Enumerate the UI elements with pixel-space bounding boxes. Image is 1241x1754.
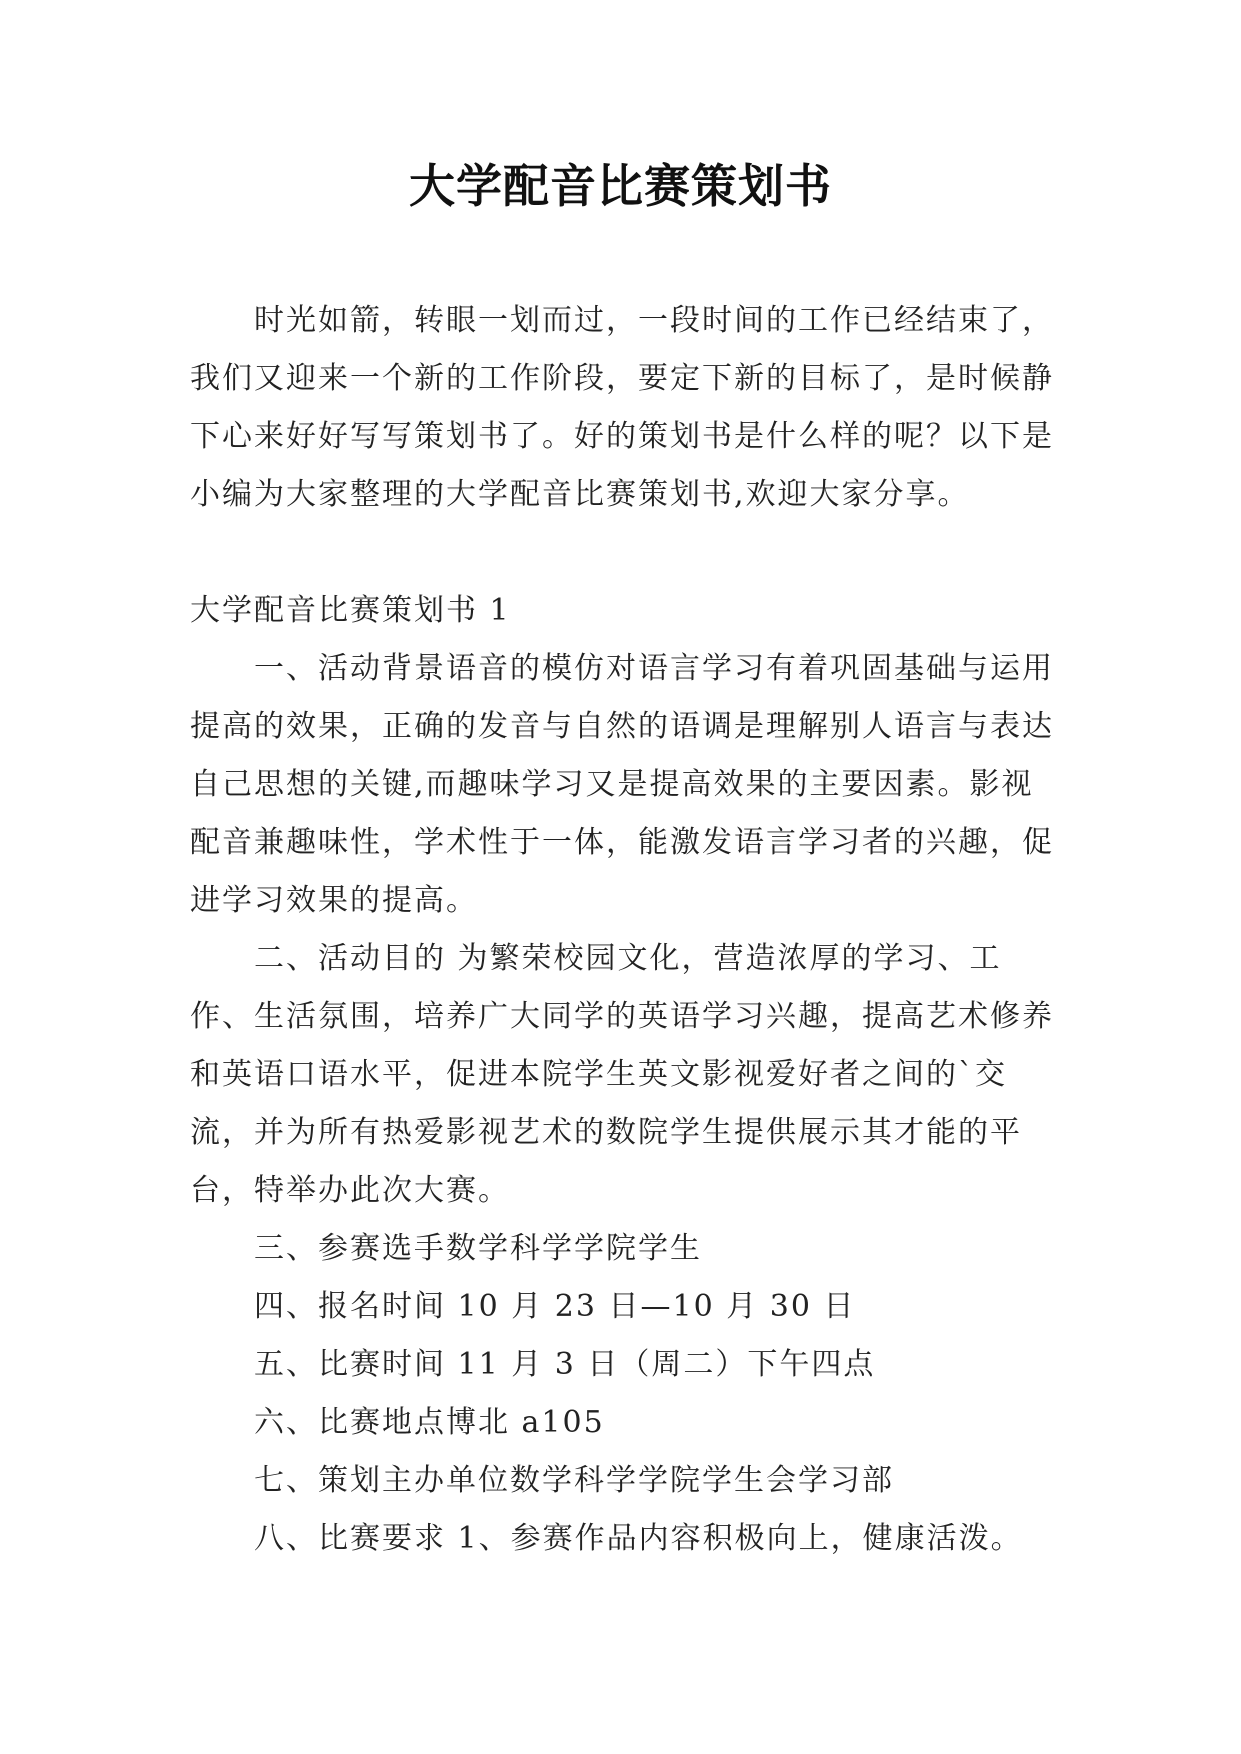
document-body [190,292,1055,1568]
paragraph-gap [190,524,1055,582]
paragraph-competition-time: 五、比赛时间 11 月 3 日（周二）下午四点 [254,1347,876,1382]
section-heading: 大学配音比赛策划书 1 [190,593,511,628]
paragraph-organizer: 七、策划主办单位数学科学学院学生会学习部 [254,1463,894,1498]
paragraph-participants: 三、参赛选手数学科学学院学生 [254,1231,702,1266]
page-title: 大学配音比赛策划书 [409,159,832,213]
paragraph-registration-time: 四、报名时间 10 月 23 日—10 月 30 日 [254,1289,856,1324]
paragraph-requirements: 八、比赛要求 1、参赛作品内容积极向上，健康活泼。 [254,1521,1023,1556]
paragraph-background: 一、活动背景语音的模仿对语言学习有着巩固基础与运用提高的效果，正确的发音与自然的语调是理解别人语言与表达自己思想的关键,而趣味学习又是提高效果的主要因素。影视配音兼趣味性，学术性于一体，能激发语言学习者的兴趣，促进学习效果的提高。 [190,651,1054,918]
paragraph-purpose: 二、活动目的 为繁荣校园文化，营造浓厚的学习、工作、生活氛围，培养广大同学的英语学习兴趣，提高艺术修养和英语口语水平，促进本院学生英文影视爱好者之间的`交流，并为所有热爱影视艺术的数院学生提供展示其才能的平台，特举办此次大赛。 [190,941,1054,1208]
intro-paragraph: 时光如箭，转眼一划而过，一段时间的工作已经结束了，我们又迎来一个新的工作阶段，要定下新的目标了，是时候静下心来好好写写策划书了。好的策划书是什么样的呢？以下是小编为大家整理的大学配音比赛策划书,欢迎大家分享。 [190,303,1054,512]
paragraph-venue: 六、比赛地点博北 a105 [254,1405,605,1440]
